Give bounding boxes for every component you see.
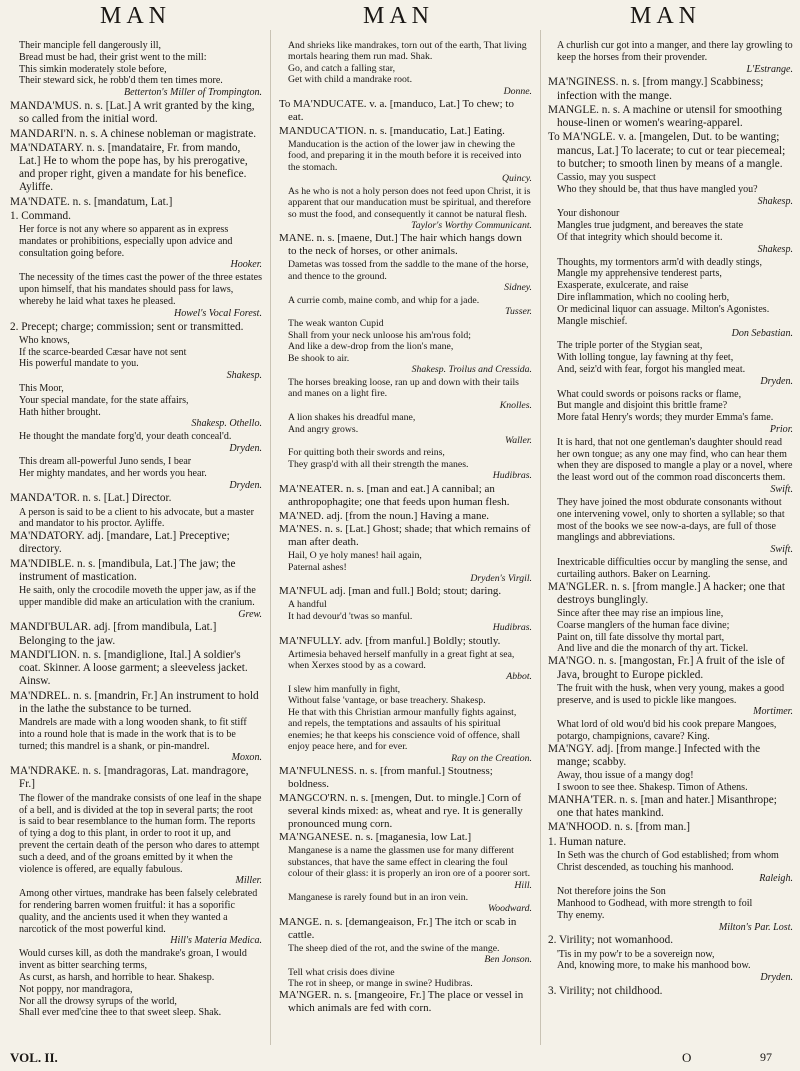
dictionary-entry: MANGLE. n. s. A machine or utensil for smoothing house-linen or women's wearing-apparel. <box>548 103 783 130</box>
citation: Ben Jonson. <box>484 954 532 966</box>
citation: Hudibras. <box>492 622 532 634</box>
citation: Swift. <box>770 544 793 556</box>
quotation: Who knows, <box>19 334 70 346</box>
citation: Hooker. <box>230 259 262 271</box>
quotation: Your special mandate, for the state affairs, <box>19 394 189 406</box>
quotation: Shall from your neck unloose his am'rous fold; <box>288 329 471 341</box>
citation: Shakesp. Troilus and Cressida. <box>411 364 532 376</box>
citation: Shakesp. <box>226 370 262 382</box>
quotation: Since after thee may rise an impious line, <box>557 608 724 620</box>
quotation: Inextricable difficulties occur by mangling the sense, and curtailing authors. Baker on Learning. <box>557 556 788 580</box>
quotation: A churlish cur got into a manger, and there lay growling to keep the horses from their provender. <box>557 40 793 63</box>
quotation: Thoughts, my tormentors arm'd with deadly stings, <box>557 256 762 268</box>
dictionary-entry: MA'NGLER. n. s. [from mangle.] A hacker; one that destroys bunglingly. <box>548 580 785 606</box>
quotation: The flower of the mandrake consists of one leaf in the shape of a bell, and is divided at the top in several parts; the root is said to bear resemblance to the human form. The reports of tying a dog to this plant, in order to root it up, and prevent the certain death of the person who dares to attempt such a deed, and of the groans emitted by it when the violence is offered, are equally fabulous. <box>19 792 262 875</box>
quotation: Not poppy, nor mandragora, <box>19 983 133 995</box>
dictionary-entry: MANDUCA'TION. n. s. [manducatio, Lat.] Eating. <box>279 124 505 137</box>
running-head-right: MAN <box>630 3 702 29</box>
citation: Woodward. <box>488 903 532 915</box>
dictionary-entry: MA'NDATE. n. s. [mandatum, Lat.] <box>10 195 173 208</box>
quotation: Hath hither brought. <box>19 406 101 418</box>
citation: Miller. <box>235 875 262 887</box>
citation: Shakesp. Othello. <box>191 418 262 430</box>
dictionary-entry: To MA'NDUCATE. v. a. [manduco, Lat.] To chew; to eat. <box>279 98 514 124</box>
citation: Dryden. <box>229 443 262 455</box>
citation: Dryden. <box>760 375 793 387</box>
quotation: He saith, only the crocodile moveth the upper jaw, as if the upper mandible did make an articulation with the cranium. <box>19 585 256 608</box>
citation: Hill's Materia Medica. <box>170 935 262 947</box>
dictionary-entry: MA'NGY. adj. [from mange.] Infected with the mange; scabby. <box>548 742 761 768</box>
quotation: And, knowing more, to make his manhood bow. <box>557 960 751 972</box>
quotation: Tell what crisis does divine <box>288 966 395 978</box>
dictionary-entry: 1. Human nature. <box>548 835 627 848</box>
dictionary-entry: MANGCO'RN. n. s. [mengen, Dut. to mingle.] Corn of several kinds mixed: as, wheat and rye. It is generally pronounced mung corn. <box>279 791 523 830</box>
dictionary-entry: MA'NFULLY. adv. [from manful.] Boldly; stoutly. <box>279 634 501 647</box>
dictionary-entry: 1. Command. <box>10 209 71 222</box>
dictionary-entry: MA'NDATORY. adj. [mandare, Lat.] Preceptive; directory. <box>10 530 230 556</box>
column-rule-right <box>540 30 541 1045</box>
quotation: They grasp'd with all their strength the manes. <box>288 458 469 470</box>
citation: Betterton's Miller of Trompington. <box>124 87 262 99</box>
quotation: It is hard, that not one gentleman's daughter should read her own tongue; as any one may find, who can hear them when they are disposed to mangle a play or a novel, where the least word out of the common road disconcerts them. <box>557 436 793 484</box>
quotation: This dream all-powerful Juno sends, I bear <box>19 455 192 467</box>
quotation: Paint on, till fate dissolve thy mortal part, <box>557 631 725 643</box>
quotation: The fruit with the husk, when very young, makes a good preserve, and is used to pickle like mangoes. <box>557 682 785 706</box>
citation: Mortimer. <box>753 706 793 718</box>
dictionary-entry: MANGE. n. s. [demangeaison, Fr.] The itch or scab in cattle. <box>279 915 517 941</box>
quotation: Mangle mischief. <box>557 315 628 327</box>
quotation: Manhood to Godhead, with more strength to foil <box>557 897 753 909</box>
dictionary-entry: MA'NED. adj. [from the noun.] Having a mane. <box>279 509 490 522</box>
citation: Raleigh. <box>759 873 793 885</box>
citation: Dryden's Virgil. <box>470 573 532 584</box>
quotation: Among other virtues, mandrake has been falsely celebrated for rendering barren women fruitful: it has a soporific quality, and the ancients used it when they wanted a narcotick of the most powerful kind. <box>19 888 258 935</box>
dictionary-entry: MA'NES. n. s. [Lat.] Ghost; shade; that which remains of man after death. <box>279 523 531 549</box>
page-number: 97 <box>760 1050 772 1064</box>
quotation: Get with child a mandrake root. <box>288 74 413 86</box>
dictionary-entry: MANDI'BULAR. adj. [from mandibula, Lat.] Belonging to the jaw. <box>10 621 217 647</box>
quotation: Your dishonour <box>557 208 620 220</box>
citation: Shakesp. <box>757 243 793 255</box>
dictionary-entry: MANDARI'N. n. s. A chinese nobleman or magistrate. <box>10 127 257 140</box>
quotation: And, seiz'd with fear, forgot his mangled meat. <box>557 363 746 375</box>
citation: Hudibras. <box>492 470 532 482</box>
dictionary-entry: To MA'NGLE. v. a. [mangelen, Dut. to be wanting; mancus, Lat.] To lacerate; to cut or tear piecemeal; to butcher; to smooth linen by means of a mangle. <box>548 131 786 170</box>
quotation: Paternal ashes! <box>288 561 347 573</box>
signature-mark: O <box>682 1050 692 1065</box>
quotation: A currie comb, maine comb, and whip for a jade. <box>288 294 480 306</box>
quotation: Be shook to air. <box>288 352 350 364</box>
quotation: With lolling tongue, lay fawning at thy feet, <box>557 352 734 364</box>
quotation: If the scarce-bearded Cæsar have not sent <box>19 346 187 358</box>
quotation: This simkin moderately stole before, <box>19 63 167 75</box>
quotation: Thy enemy. <box>557 909 605 921</box>
dictionary-entry: MANDI'LION. n. s. [mandiglione, Ital.] A soldier's coat. Skinner. A loose garment; a sleeveless jacket. Ainsw. <box>10 648 248 688</box>
citation: Shakesp. <box>757 195 793 207</box>
quotation: The necessity of the times cast the power of the three estates upon himself, that his mandates should pass for laws, whereby he laid what taxes he pleased. <box>19 272 262 307</box>
quotation: Nor all the drowsy syrups of the world, <box>19 995 177 1007</box>
quotation: The weak wanton Cupid <box>288 318 384 330</box>
quotation: Of that integrity which should become it. <box>557 232 723 244</box>
running-head-left: MAN <box>100 3 172 29</box>
dictionary-entry: MA'NGER. n. s. [mangeoire, Fr.] The place or vessel in which animals are fed with corn. <box>279 989 524 1015</box>
quotation: A lion shakes his dreadful mane, <box>288 412 416 424</box>
quotation: For quitting both their swords and reins, <box>288 447 445 459</box>
quotation: And like a dew-drop from the lion's mane, <box>288 341 454 353</box>
citation: Tusser. <box>505 306 532 317</box>
citation: Dryden. <box>229 479 262 491</box>
dictionary-entry: MA'NEATER. n. s. [man and eat.] A cannibal; an anthropophagite; one that feeds upon human flesh. <box>279 482 510 508</box>
quotation: Their steward sick, he robb'd them ten times more. <box>19 75 223 87</box>
dictionary-entry: MANE. n. s. [maene, Dut.] The hair which hangs down to the neck of horses, or other animals. <box>279 232 522 258</box>
quotation: Go, and catch a falling star, <box>288 62 396 74</box>
quotation: Exasperate, exulcerate, and raise <box>557 280 689 292</box>
quotation: More fatal Henry's words; they murder Emma's fame. <box>557 412 774 424</box>
quotation: Artimesia behaved herself manfully in a great fight at sea, when Xerxes stood by as a coward. <box>288 648 515 671</box>
quotation: Their manciple fell dangerously ill, <box>19 40 162 51</box>
quotation: This Moor, <box>19 383 64 394</box>
quotation: I slew him manfully in fight, <box>288 683 401 695</box>
citation: Howel's Vocal Forest. <box>173 307 262 319</box>
citation: Swift. <box>770 484 793 496</box>
citation: Taylor's Worthy Communicant. <box>411 220 532 232</box>
volume-label: VOL. II. <box>10 1050 58 1065</box>
quotation: A person is said to be a client to his advocate, but a master and mandator to his proctor. Ayliffe. <box>19 506 254 530</box>
dictionary-entry: 2. Precept; charge; commission; sent or transmitted. <box>10 320 244 333</box>
quotation: The horses breaking loose, ran up and down with their tails and manes on a light fire. <box>288 376 519 400</box>
quotation: Coarse manglers of the human face divine; <box>557 619 730 631</box>
quotation: Mangles true judgment, and bereaves the state <box>557 220 744 232</box>
column-2 <box>279 40 532 1016</box>
quotation: Away, thou issue of a mangy dog! <box>557 770 694 782</box>
quotation: The rot in sheep, or mange in swine? Hudibras. <box>288 978 473 990</box>
quotation: What could swords or poisons racks or flame, <box>557 388 742 400</box>
quotation: Not therefore joins the Son <box>557 886 666 898</box>
quotation: Shall ever med'cine thee to that sweet sleep. Shak. <box>19 1007 222 1019</box>
dictionary-entry: MA'NDATARY. n. s. [mandataire, Fr. from mando, Lat.] He to whom the pope has, by his prerogative, and proper right, given a mandate for his benefice. Ayliffe. <box>10 141 248 194</box>
quotation: His powerful mandate to you. <box>19 358 139 370</box>
citation: Waller. <box>505 434 532 446</box>
citation: Prior. <box>769 424 793 436</box>
quotation: Mangle my apprehensive tenderest parts, <box>557 268 722 280</box>
quotation: Or medicinal liquor can assuage. Milton's Agonistes. <box>557 303 770 315</box>
dictionary-entry: MA'NDIBLE. n. s. [mandibula, Lat.] The jaw; the instrument of mastication. <box>10 557 236 583</box>
citation: Knolles. <box>499 399 532 411</box>
dictionary-entry: MA'NDRAKE. n. s. [mandragoras, Lat. mandragore, Fr.] <box>10 765 249 791</box>
quotation: A handful <box>288 599 327 611</box>
quotation: Hail, O ye holy manes! hail again, <box>288 550 422 562</box>
dictionary-entry: MANDA'TOR. n. s. [Lat.] Director. <box>10 492 172 505</box>
running-head-center: MAN <box>363 3 435 29</box>
quotation: Mandrels are made with a long wooden shank, to fit stiff into a round hole that is made in the work that is to be turned; this mandrel is a shank, or pin-mandrel. <box>19 717 247 752</box>
quotation: But mangle and disjoint this brittle frame? <box>557 400 728 412</box>
citation: Don Sebastian. <box>731 327 793 339</box>
quotation: Manducation is the action of the lower jaw in chewing the food, and preparing it in the mouth before it is received into the stomach. <box>288 138 522 173</box>
citation: Milton's Par. Lost. <box>718 921 793 933</box>
quotation: And live and die the monarch of thy art. Tickel. <box>557 643 749 655</box>
citation: Sidney. <box>504 282 532 294</box>
citation: Ray on the Creation. <box>451 752 532 764</box>
quotation: And shrieks like mandrakes, torn out of the earth, That living mortals hearing them run mad. Shak. <box>288 40 527 63</box>
citation: L'Estrange. <box>746 63 793 75</box>
column-1 <box>10 40 262 1019</box>
quotation: Manganese is a name the glassmen use for many different substances, that have the same effect in clearing the foul colour of their glass: it is properly an iron ore of a poorer sort. <box>288 845 531 880</box>
dictionary-entry: MA'NGO. n. s. [mangostan, Fr.] A fruit of the isle of Java, brought to Europe pickled. <box>548 655 785 681</box>
quotation: What lord of old wou'd bid his cook prepare Mangoes, potargo, champignions, cavare? King. <box>557 719 777 742</box>
quotation: It had devour'd 'twas so manful. <box>288 610 413 622</box>
quotation: They have joined the most obdurate consonants without one intervening vowel, only to shorten a syllable; so that most of the books we see now-a-days, are full of those manglings and abbreviations. <box>557 496 785 544</box>
quotation: 'Tis in my pow'r to be a sovereign now, <box>557 948 715 960</box>
quotation: Dametas was tossed from the saddle to the mane of the horse, and thence to the ground. <box>288 259 529 282</box>
quotation: Dire inflammation, which no cooling herb, <box>557 292 730 304</box>
quotation: He thought the mandate forg'd, your death conceal'd. <box>19 431 232 443</box>
column-rule-left <box>270 30 271 1045</box>
dictionary-entry: MA'NFUL adj. [man and full.] Bold; stout; daring. <box>279 585 502 598</box>
quotation: Her mighty mandates, and her words you hear. <box>19 467 207 479</box>
dictionary-entry: MANDA'MUS. n. s. [Lat.] A writ granted by the king, so called from the initial word. <box>10 100 255 126</box>
column-3 <box>548 40 793 999</box>
dictionary-entry: MANHA'TER. n. s. [man and hater.] Misanthrope; one that hates mankind. <box>548 793 777 820</box>
dictionary-entry: 3. Virility; not childhood. <box>548 985 663 998</box>
citation: Dryden. <box>760 972 793 984</box>
quotation: Manganese is rarely found but in an iron vein. <box>288 892 469 904</box>
quotation: Bread must be had, their grist went to the mill: <box>19 51 207 63</box>
quotation: Would curses kill, as doth the mandrake's groan, I would invent as bitter searching terms, <box>19 948 247 972</box>
dictionary-entry: MA'NGANESE. n. s. [maganesia, low Lat.] <box>279 831 472 844</box>
dictionary-entry: 2. Virility; not womanhood. <box>548 934 674 947</box>
quotation: He that with this Christian armour manfully fights against, and repels, the temptations and assaults of his spiritual enemies; he that keeps his conscience void of offence, shall enjoy peace here, and for ever. <box>288 706 521 753</box>
quotation: Cassio, may you suspect <box>557 171 656 183</box>
quotation: Who they should be, that thus have mangled you? <box>557 183 758 195</box>
citation: Abbot. <box>506 671 532 683</box>
quotation: And angry grows. <box>288 423 359 435</box>
quotation: I swoon to see thee. Shakesp. Timon of Athens. <box>557 782 748 794</box>
citation: Quincy. <box>501 173 532 185</box>
citation: Grew. <box>238 608 262 620</box>
citation: Moxon. <box>231 752 262 764</box>
dictionary-entry: MA'NHOOD. n. s. [from man.] <box>548 821 691 834</box>
citation: Donne. <box>503 85 532 97</box>
quotation: The sheep died of the rot, and the swine of the mange. <box>288 942 500 954</box>
dictionary-entry: MA'NGINESS. n. s. [from mangy.] Scabbiness; infection with the mange. <box>548 76 764 102</box>
quotation: In Seth was the church of God established; from whom Christ descended, as touching his manhood. <box>557 849 779 873</box>
citation: Hill. <box>514 879 532 891</box>
dictionary-entry: MA'NDREL. n. s. [mandrin, Fr.] An instrument to hold in the lathe the substance to be turned. <box>10 689 259 715</box>
dictionary-entry: MA'NFULNESS. n. s. [from manful.] Stoutness; boldness. <box>279 765 493 790</box>
quotation: Her force is not any where so apparent as in express mandates or prohibitions, especially upon advice and consultation going before. <box>19 224 233 259</box>
quotation: As curst, as harsh, and horrible to hear. Shakesp. <box>19 971 215 983</box>
quotation: Without false 'vantage, or base treachery. Shakesp. <box>288 695 486 707</box>
quotation: As he who is not a holy person does not feed upon Christ, it is apparent that our manducation must be spiritual, and therefore so must the food, and consequently it cannot be natural flesh. <box>288 185 531 220</box>
quotation: The triple porter of the Stygian seat, <box>557 340 703 352</box>
